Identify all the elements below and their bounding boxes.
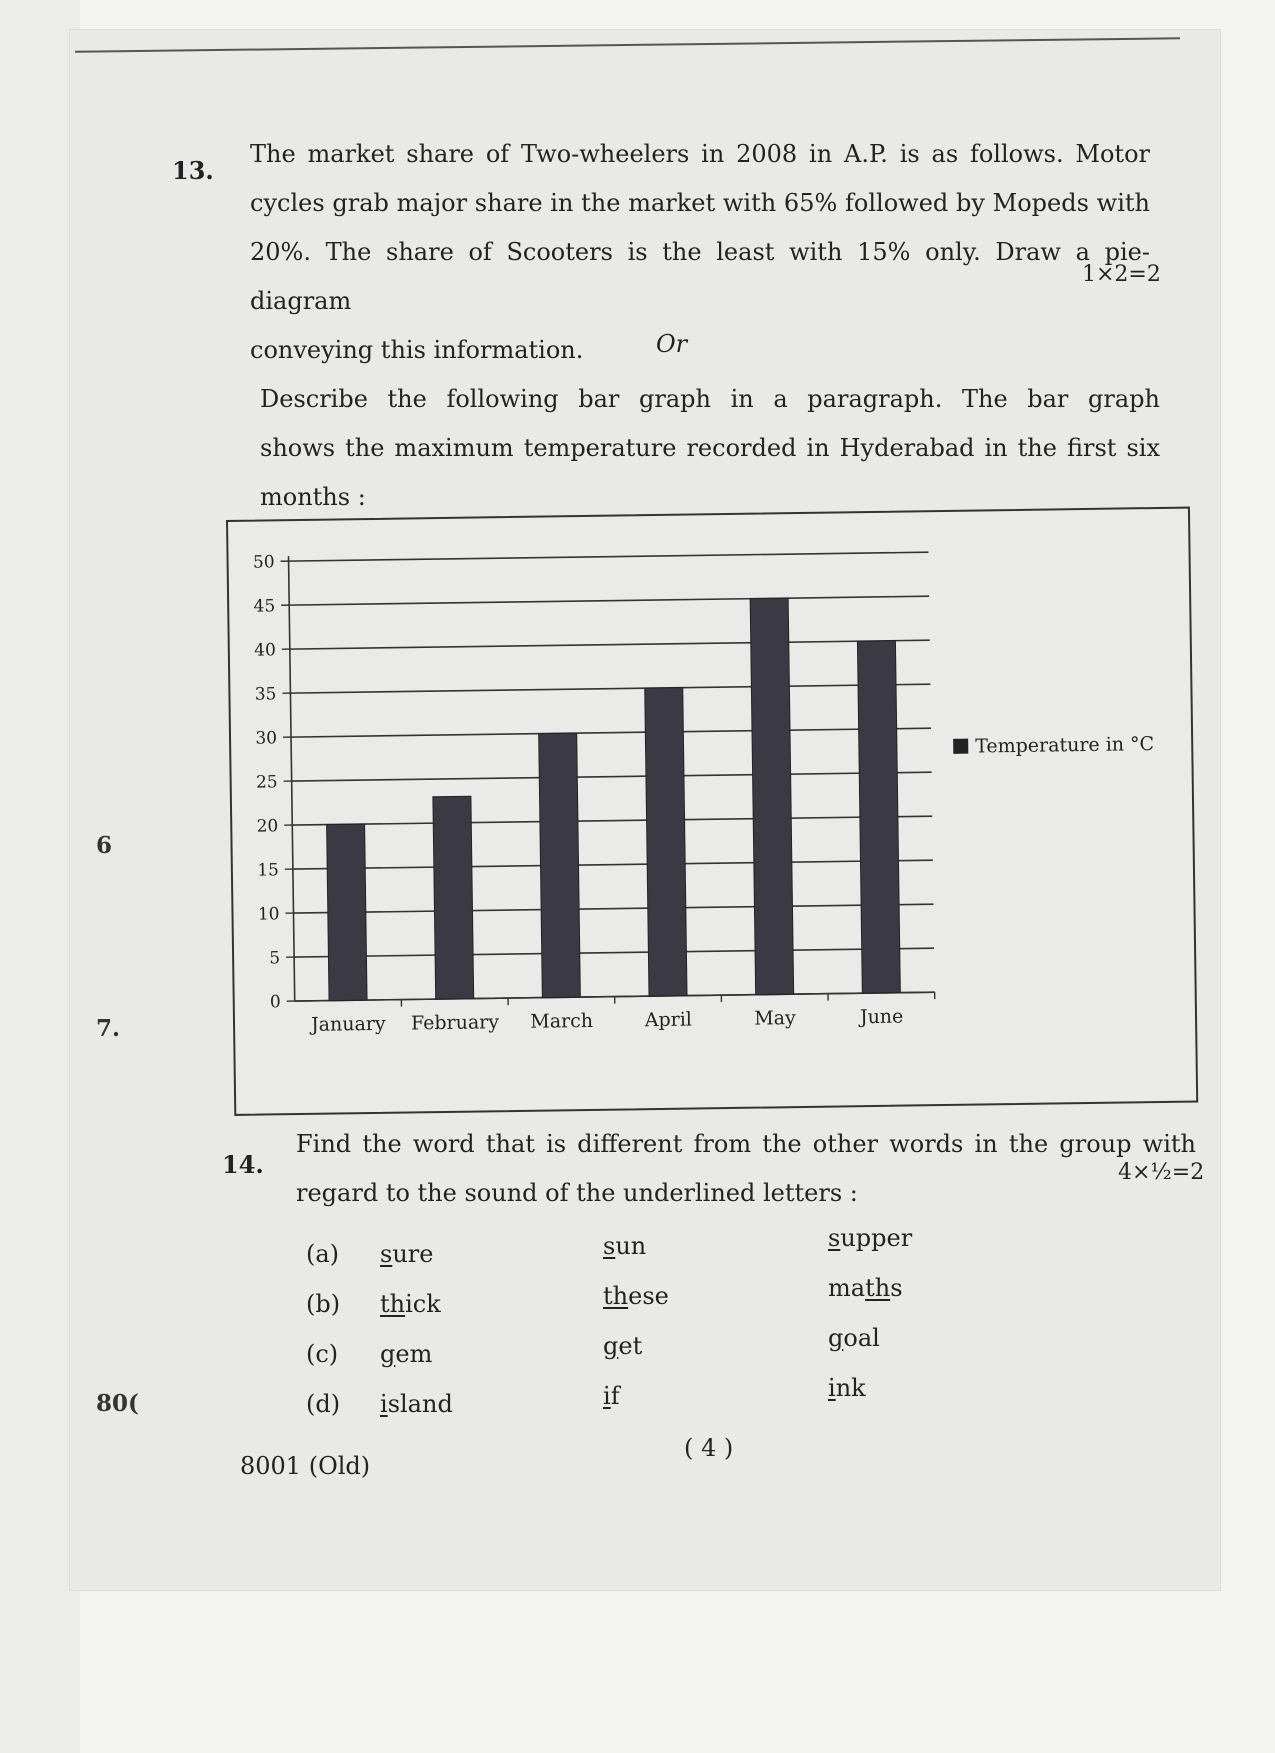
underlined-letters: s [828, 1224, 841, 1252]
option-word: get [603, 1332, 643, 1360]
bar-chart [228, 509, 1196, 1114]
option-word: supper [828, 1224, 913, 1252]
option-word: gem [380, 1340, 433, 1368]
underlined-letters: g [603, 1332, 619, 1360]
x-tick-label: April [644, 1008, 693, 1032]
question-number: 13. [172, 156, 214, 185]
margin-mark: 80( [96, 1390, 139, 1417]
y-tick-label: 30 [255, 728, 278, 749]
paper-code: 8001 (Old) [240, 1452, 371, 1480]
gridline [289, 552, 929, 561]
underlined-letters: i [828, 1374, 836, 1402]
margin-mark: 6 [96, 832, 113, 859]
or-label: Or [656, 330, 688, 358]
text-line: cycles grab major share in the market with 65% followed by Mopeds with [250, 189, 1150, 217]
y-tick-label: 50 [252, 552, 275, 573]
option-word: sure [380, 1240, 434, 1268]
option-word: island [380, 1390, 453, 1418]
x-tick-label: January [310, 1012, 386, 1036]
y-axis [289, 556, 295, 1001]
x-tick-label: June [859, 1005, 904, 1029]
scan-margin [0, 0, 80, 1753]
option-word: ink [828, 1374, 866, 1402]
gridline [293, 904, 933, 913]
marks-label: 4×½=2 [1118, 1160, 1205, 1185]
underlined-letters: th [603, 1282, 629, 1310]
bar [645, 688, 687, 997]
question-14-text [296, 1120, 1196, 1218]
question-13-alt-text [260, 375, 1160, 522]
option-word: sun [603, 1232, 647, 1260]
option-word: these [603, 1282, 669, 1310]
text-line: regard to the sound of the underlined letters : [296, 1179, 858, 1207]
legend-label: Temperature in °C [975, 733, 1155, 758]
y-tick-label: 5 [269, 948, 281, 969]
option-word: if [603, 1382, 620, 1410]
underlined-letters: s [380, 1240, 393, 1268]
y-tick-label: 10 [257, 904, 280, 925]
gridline [293, 860, 933, 869]
option-label: (d) [306, 1390, 341, 1418]
text-line: Describe the following bar graph in a paragraph. The bar graph [260, 385, 1160, 413]
text-line: Find the word that is different from the other words in the group with [296, 1130, 1196, 1158]
y-tick-label: 35 [254, 684, 277, 705]
gridline [292, 772, 932, 781]
option-word: goal [828, 1324, 880, 1352]
text-line: The market share of Two-wheelers in 2008 in A.P. is as follows. Motor [250, 140, 1150, 168]
marks-label: 1×2=2 [1082, 262, 1161, 287]
margin-mark: 7. [96, 1015, 121, 1042]
gridline [289, 596, 929, 605]
x-tick-label: March [530, 1009, 594, 1033]
option-word: thick [380, 1290, 441, 1318]
text-line: conveying this information. [250, 336, 584, 364]
option-label: (b) [306, 1290, 341, 1318]
text-line: 20%. The share of Scooters is the least with 15% only. Draw a pie-diagram [250, 238, 1150, 315]
y-tick-label: 0 [269, 992, 281, 1013]
y-tick-label: 20 [256, 816, 279, 837]
question-13-text [250, 130, 1150, 375]
option-word: maths [828, 1274, 903, 1302]
underlined-letters: s [603, 1232, 616, 1260]
question-number: 14. [222, 1150, 264, 1179]
underlined-letters: g [828, 1324, 844, 1352]
option-label: (c) [306, 1340, 339, 1368]
y-tick-label: 45 [253, 596, 276, 617]
underlined-letters: th [380, 1290, 406, 1318]
underlined-letters: th [865, 1274, 891, 1302]
bar [327, 824, 367, 1001]
underlined-letters: i [380, 1390, 388, 1418]
bar [433, 796, 474, 999]
y-tick-label: 25 [255, 772, 278, 793]
underlined-letters: g [380, 1340, 396, 1368]
x-tick-label: May [754, 1007, 796, 1030]
gridline [290, 640, 930, 649]
x-tick-label: February [410, 1011, 500, 1035]
gridline [290, 684, 930, 693]
y-tick-label: 15 [257, 860, 280, 881]
bar [750, 598, 794, 994]
page-number: ( 4 ) [684, 1434, 734, 1462]
underlined-letters: i [603, 1382, 611, 1410]
gridline [291, 728, 931, 737]
y-tick-label: 40 [254, 640, 276, 661]
bar-chart-frame [226, 507, 1198, 1116]
gridline [294, 948, 934, 957]
gridline [292, 816, 932, 825]
text-line: months : [260, 483, 366, 511]
text-line: shows the maximum temperature recorded in Hyderabad in the first six [260, 434, 1160, 462]
bar [857, 641, 900, 993]
bar [539, 733, 581, 998]
option-label: (a) [306, 1240, 340, 1268]
legend-swatch [953, 739, 968, 754]
